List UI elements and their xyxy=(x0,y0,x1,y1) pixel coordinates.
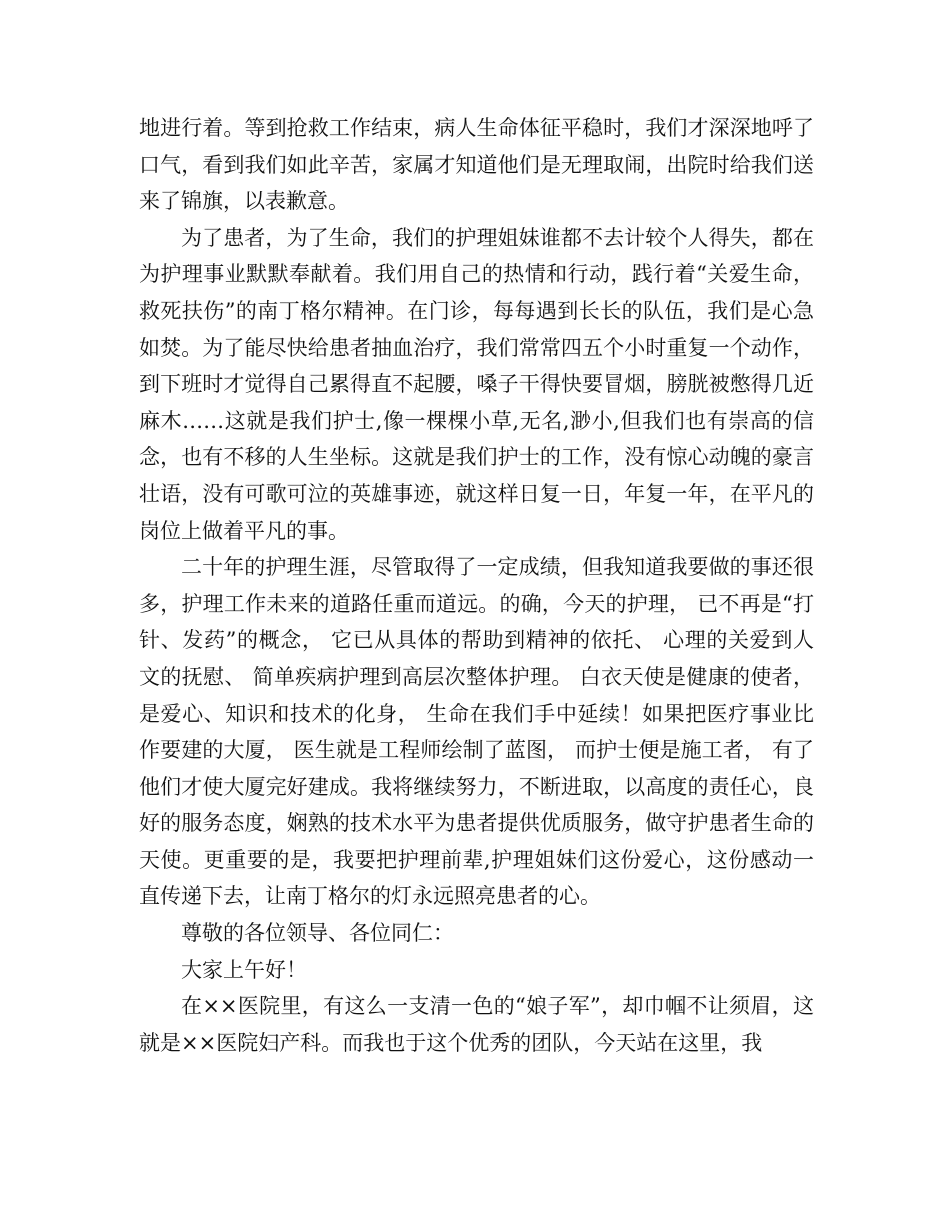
greeting: 大家上午好！ xyxy=(181,957,307,982)
paragraph-6: 在××医院里，有这么一支清一色的“娘子军”，却巾帼不让须眉，这就是××医院妇产科。而我也于这个优秀的团队，今天站在这里，我 xyxy=(139,994,814,1055)
paragraph-3: 二十年的护理生涯，尽管取得了一定成绩，但我知道我要做的事还很多，护理工作未来的道路任重而道远。的确，今天的护理， 已不再是“打针、发药”的概念， 它已从具体的帮助到精神的依托、 心理的关爱到人文的抚慰、 简单疾病护理到高层次整体护理。 白衣天使是健康的使者， 是爱心、知识和技术的化身， 生命在我们手中延续！如果把医疗事业比作要建的大厦， 医生就是工程师绘制了蓝图， 而护士便是施工者， 有了他们才使大厦完好建成。我将继续努力，不断进取，以高度的责任心，良好的服务态度，娴熟的技术水平为患者提供优质服务，做守护患者生命的天使。更重要的是，我要把护理前辈,护理姐妹们这份爱心，这份感动一直传递下去，让南丁格尔的灯永远照亮患者的心。 xyxy=(139,555,814,909)
salutation: 尊敬的各位领导、各位同仁： xyxy=(181,921,454,946)
paragraph-2: 为了患者，为了生命，我们的护理姐妹谁都不去计较个人得失，都在为护理事业默默奉献着。我们用自己的热情和行动，践行着“关爱生命，救死扶伤”的南丁格尔精神。在门诊，每每遇到长长的队伍，我们是心急如焚。为了能尽快给患者抽血治疗，我们常常四五个小时重复一个动作，到下班时才觉得自己累得直不起腰，嗓子干得快要冒烟，膀胱被憋得几近麻木……这就是我们护士,像一棵棵小草,无名,渺小,但我们也有崇高的信念，也有不移的人生坐标。这就是我们护士的工作，没有惊心动魄的豪言壮语，没有可歌可泣的英雄事迹，就这样日复一日，年复一年，在平凡的岗位上做着平凡的事。 xyxy=(139,225,814,543)
document-body xyxy=(139,110,814,1061)
paragraph-1: 地进行着。等到抢救工作结束，病人生命体征平稳时，我们才深深地呼了口气，看到我们如此辛苦，家属才知道他们是无理取闹，出院时给我们送来了锦旗，以表歉意。 xyxy=(139,116,814,214)
